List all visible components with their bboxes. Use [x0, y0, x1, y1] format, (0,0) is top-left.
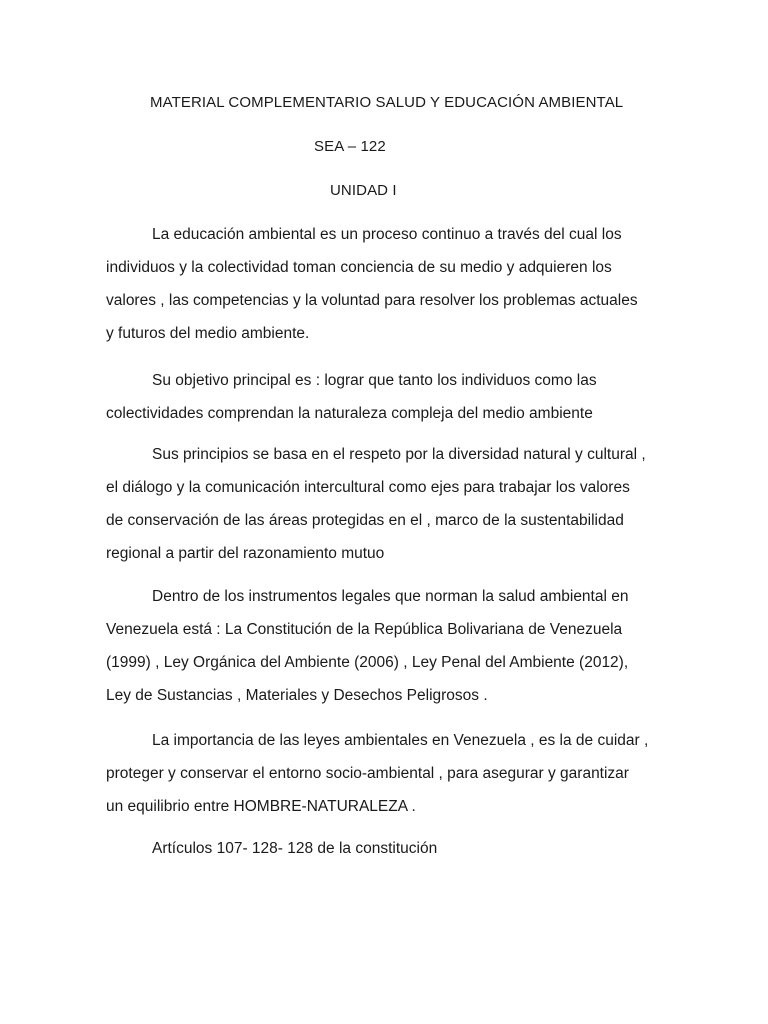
paragraph-line: Artículos 107- 128- 128 de la constitución	[152, 840, 438, 857]
paragraph-line: La importancia de las leyes ambientales en Venezuela , es la de cuidar ,	[152, 732, 649, 749]
paragraph-line: Venezuela está : La Constitución de la República Bolivariana de Venezuela	[106, 621, 623, 638]
paragraph-line: Sus principios se basa en el respeto por la diversidad natural y cultural ,	[152, 446, 646, 463]
paragraph-importance	[106, 724, 666, 823]
course-code: SEA – 122	[314, 138, 386, 155]
paragraph-line: Dentro de los instrumentos legales que norman la salud ambiental en	[152, 588, 629, 605]
paragraph-line: un equilibrio entre HOMBRE-NATURALEZA .	[106, 798, 416, 815]
paragraph-legal-instruments	[106, 580, 666, 712]
paragraph-line: regional a partir del razonamiento mutuo	[106, 545, 385, 562]
paragraph-line: colectividades comprendan la naturaleza compleja del medio ambiente	[106, 405, 593, 422]
paragraph-line: proteger y conservar el entorno socio-ambiental , para asegurar y garantizar	[106, 765, 629, 782]
document-title: MATERIAL COMPLEMENTARIO SALUD Y EDUCACIÓN AMBIENTAL	[150, 94, 624, 111]
paragraph-objective	[106, 364, 666, 430]
paragraph-line: individuos y la colectividad toman conciencia de su medio y adquieren los	[106, 259, 612, 276]
paragraph-line: (1999) , Ley Orgánica del Ambiente (2006) , Ley Penal del Ambiente (2012),	[106, 654, 629, 671]
paragraph-line: Ley de Sustancias , Materiales y Desechos Peligrosos .	[106, 687, 488, 704]
paragraph-line: Su objetivo principal es : lograr que tanto los individuos como las	[152, 372, 597, 389]
paragraph-line: el diálogo y la comunicación intercultural como ejes para trabajar los valores	[106, 479, 630, 496]
paragraph-line: valores , las competencias y la voluntad para resolver los problemas actuales	[106, 292, 638, 309]
paragraph-line: de conservación de las áreas protegidas en el , marco de la sustentabilidad	[106, 512, 624, 529]
paragraph-line: y futuros del medio ambiente.	[106, 325, 310, 342]
paragraph-principles	[106, 438, 666, 570]
unit-heading: UNIDAD I	[330, 182, 397, 199]
paragraph-line: La educación ambiental es un proceso continuo a través del cual los	[152, 226, 622, 243]
paragraph-definition	[106, 218, 666, 350]
paragraph-articles	[106, 832, 666, 865]
